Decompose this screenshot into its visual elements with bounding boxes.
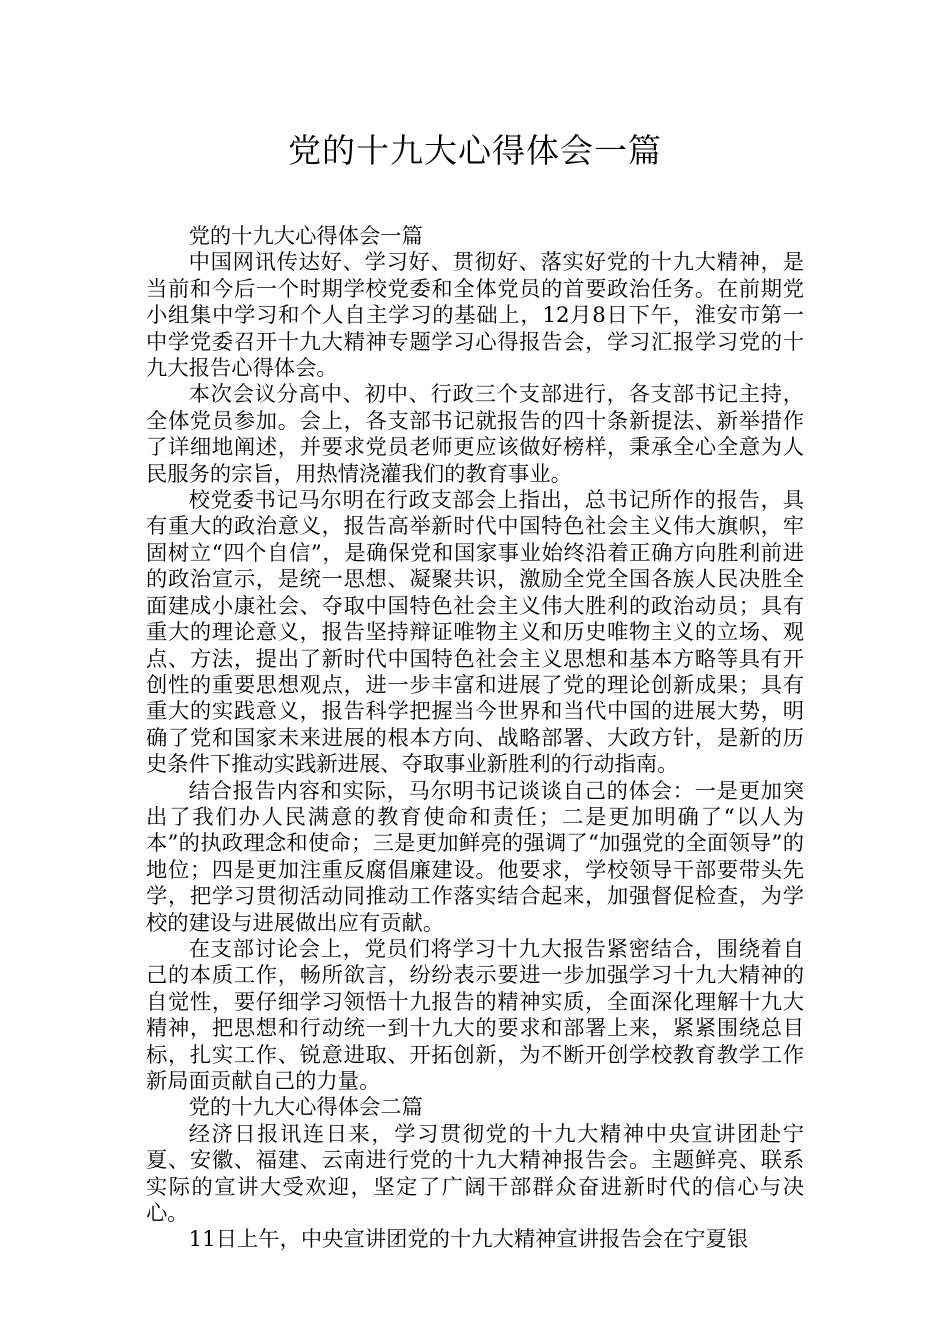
paragraph-subtitle-1: 党的十九大心得体会一篇 xyxy=(188,224,423,249)
paragraph: 校党委书记马尔明在行政支部会上指出，总书记所作的报告，具有重大的政治意义，报告高举新时代中国特色社会主义伟大旗帜，牢固树立“四个自信”，是确保党和国家事业始终沿着正确方向胜利前进的政治宣示，是统一思想、凝聚共识，激励全党全国各族人民决胜全面建成小康社会、夺取中国特色社会主义伟大胜利的政治动员；具有重大的理论意义，报告坚持辩证唯物主义和历史唯物主义的立场、观点、方法，提出了新时代中国特色社会主义思想和基本方略等具有开创性的重要思想观点，进一步丰富和进展了党的理论创新成果；具有重大的实践意义，报告科学把握当今世界和当代中国的进展大势，明确了党和国家未来进展的根本方向、战略部署、大政方针，是新的历史条件下推动实践新进展、夺取事业新胜利的行动指南。 xyxy=(146,488,804,778)
paragraph: 在支部讨论会上，党员们将学习十九大报告紧密结合，围绕着自己的本质工作，畅所欲言，纷纷表示要进一步加强学习十九大精神的自觉性，要仔细学习领悟十九报告的精神实质，全面深化理解十九大精神，把思想和行动统一到十九大的要求和部署上来，紧紧围绕总目标，扎实工作、锐意进取、开拓创新，为不断开创学校教育教学工作新局面贡献自己的力量。 xyxy=(146,936,804,1094)
paragraph: 本次会议分高中、初中、行政三个支部进行，各支部书记主持，全体党员参加。会上，各支部书记就报告的四十条新提法、新举措作了详细地阐述，并要求党员老师更应该做好榜样，秉承全心全意为人民服务的宗旨，用热情浇灌我们的教育事业。 xyxy=(146,382,804,487)
document-body xyxy=(146,224,804,1254)
paragraph: 结合报告内容和实际，马尔明书记谈谈自己的体会：一是更加突出了我们办人民满意的教育使命和责任；二是更加明确了“以人为本”的执政理念和使命；三是更加鲜亮的强调了“加强党的全面领导”的地位；四是更加注重反腐倡廉建设。他要求，学校领导干部要带头先学，把学习贯彻活动同推动工作落实结合起来，加强督促检查，为学校的建设与进展做出应有贡献。 xyxy=(146,778,804,936)
paragraph: 11日上午，中央宣讲团党的十九大精神宣讲报告会在宁夏银 xyxy=(188,1227,749,1253)
document-title: 党的十九大心得体会一篇 xyxy=(288,131,662,170)
paragraph: 经济日报讯连日来，学习贯彻党的十九大精神中央宣讲团赴宁夏、安徽、福建、云南进行党的十九大精神报告会。主题鲜亮、联系实际的宣讲大受欢迎，坚定了广阔干部群众奋进新时代的信心与决心。 xyxy=(146,1121,804,1227)
paragraph: 中国网讯传达好、学习好、贯彻好、落实好党的十九大精神，是当前和今后一个时期学校党委和全体党员的首要政治任务。在前期党小组集中学习和个人自主学习的基础上，12月8日下午，淮安市第一中学党委召开十九大精神专题学习心得报告会，学习汇报学习党的十九大报告心得体会。 xyxy=(146,250,804,382)
paragraph-subtitle-2: 党的十九大心得体会二篇 xyxy=(188,1095,423,1121)
